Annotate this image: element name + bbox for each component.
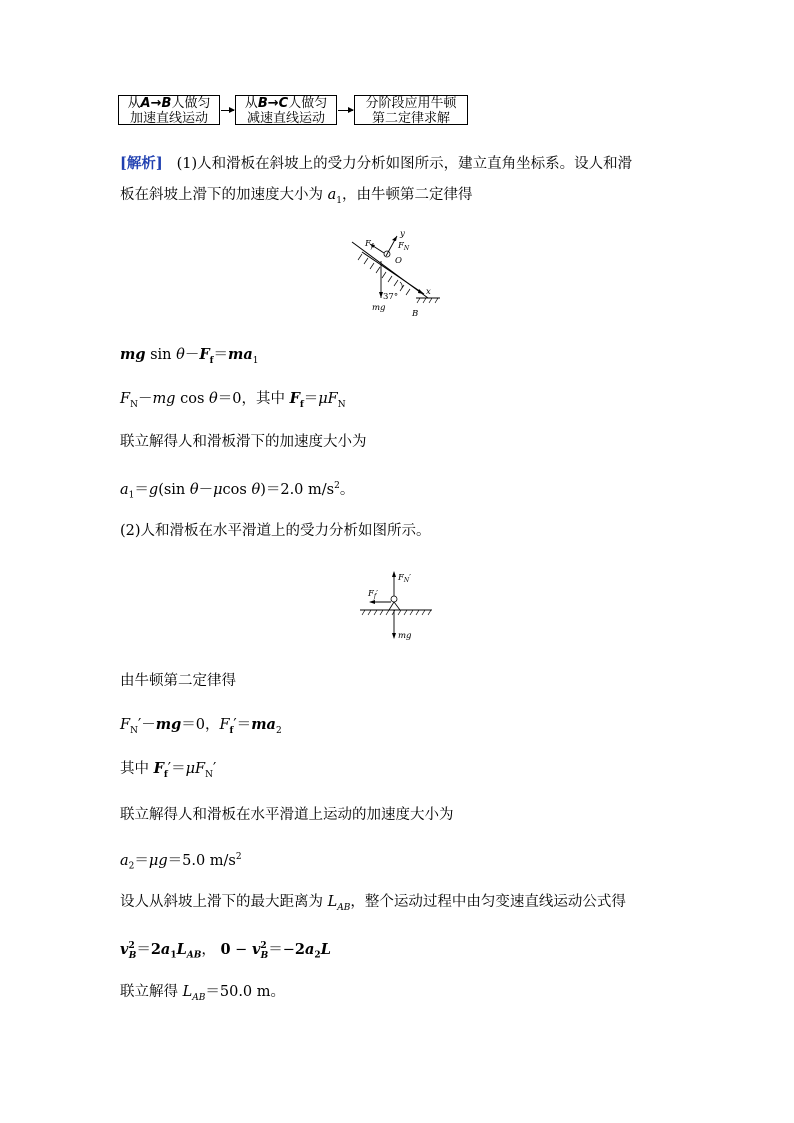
analysis-paragraph-6: 设人从斜坡上滑下的最大距离为 $L_{AB}$，整个运动过程中由匀变速直线运动公式得 <box>120 894 626 913</box>
equation-6: $a_2=\mu g=5.0$ $m/s^2$ <box>120 852 242 872</box>
svg-text:O: O <box>395 256 402 266</box>
equation-7: $v^2_B=2a_1L_{AB}$， $0 - v^2_B=-2a_2L$ <box>120 940 331 961</box>
analysis-paragraph-4: 由牛顿第二定律得 <box>120 673 236 689</box>
equation-1: mg $\sin \theta-F_f=ma_1$ <box>120 346 259 366</box>
flow-arrow-2 <box>338 110 353 111</box>
equation-2: $F_N-mg$ cos θ＝0，其中 $F_f=\mu F_N$ <box>120 390 346 410</box>
incline-force-diagram <box>340 226 450 321</box>
svg-text:y: y <box>400 229 405 239</box>
svg-text:mg: mg <box>372 303 386 313</box>
flow-box-3: 分阶段应用牛顿 第二定律求解 <box>354 95 468 125</box>
analysis-paragraph-2: 联立解得人和滑板滑下的加速度大小为 <box>120 434 367 450</box>
analysis-line-2: 板在斜坡上滑下的加速度大小为 $a_1$，由牛顿第二定律得 <box>120 187 473 206</box>
analysis-paragraph-5: 联立解得人和滑板在水平滑道上运动的加速度大小为 <box>120 807 454 823</box>
flow-arrow-1 <box>221 110 234 111</box>
svg-text:B: B <box>412 309 419 319</box>
flow-box-1: 从A→B人做匀 加速直线运动 <box>118 95 220 125</box>
svg-text:Ff: $F_f$ <box>365 239 374 250</box>
svg-text:37°: 37° <box>383 292 399 302</box>
analysis-tag: [解析] <box>120 155 163 172</box>
analysis-paragraph-7: 联立解得 $L_{AB}=50.0$ m。 <box>120 984 286 1003</box>
equation-5: 其中 $F_f'=\mu F_N'$ <box>120 760 217 780</box>
analysis-line-1: [解析] (1)人和滑板在斜坡上的受力分析如图所示，建立直角坐标系。设人和滑 <box>120 155 633 172</box>
svg-text:x: x <box>426 287 431 297</box>
analysis-paragraph-3: (2)人和滑板在水平滑道上的受力分析如图所示。 <box>120 523 431 539</box>
svg-text:FN′: $F_N'$ <box>398 573 412 584</box>
svg-text:mg: mg <box>398 631 412 641</box>
svg-text:FN: $F_N$ <box>398 241 410 252</box>
flow-box-2: 从B→C人做匀 减速直线运动 <box>235 95 337 125</box>
equation-3: $a_1=g(\sin$ θ－μcos θ)＝2.0 $m/s^2$。 <box>120 481 355 501</box>
horizontal-force-diagram <box>356 566 441 646</box>
equation-4: $F_N'-mg=0$，$F_f'=ma_2$ <box>120 716 282 736</box>
svg-text:Ff′: $F_f'$ <box>368 589 379 600</box>
